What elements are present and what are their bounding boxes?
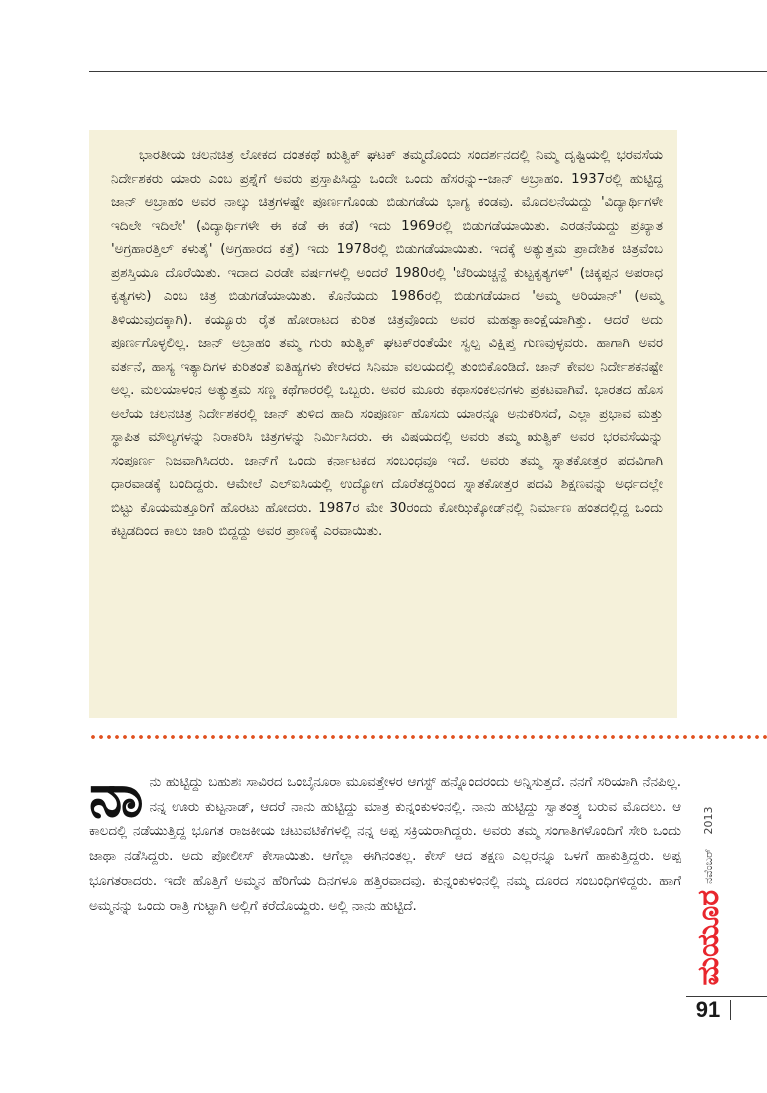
sidebar-box-text: ಭಾರತೀಯ ಚಲನಚಿತ್ರ ಲೋಕದ ದಂತಕಥೆ ಋತ್ವಿಕ್ ಘಟಕ್ ತಮ್ಮದೊಂದು ಸಂದರ್ಶನದಲ್ಲಿ ನಿಮ್ಮ ದೃಷ್ಟಿಯಲ್ಲಿ ಭರವಸೆಯ ನಿರ್ದೇಶಕರು ಯಾರು ಎಂಬ ಪ್ರಶ್ನೆಗೆ ಅವರು ಪ್ರಸ್ತಾಪಿಸಿದ್ದು ಒಂದೇ ಒಂದು ಹೆಸರನ್ನು--ಜಾನ್ ಅಬ್ರಾಹಂ. 1937ರಲ್ಲಿ ಹುಟ್ಟಿದ್ದ ಜಾನ್ ಅಬ್ರಾಹಂ ಅವರ ನಾಲ್ಕು ಚಿತ್ರಗಳಷ್ಟೇ ಪೂರ್ಣಗೊಂಡು ಬಿಡುಗಡೆಯ ಭಾಗ್ಯ ಕಂಡವು. ಮೊದಲನೆಯದ್ದು 'ವಿದ್ಯಾರ್ಥಿಗಳೇ ಇದಿಲೇ ಇದಿಲೇ' (ವಿದ್ಯಾರ್ಥಿಗಳೇ ಈ ಕಡೆ ಈ ಕಡೆ) ಇದು 1969ರಲ್ಲಿ ಬಿಡುಗಡೆಯಾಯಿತು. ಎರಡನೆಯದ್ದು ಪ್ರಖ್ಯಾತ 'ಅಗ್ರಹಾರತ್ತಿಲ್ ಕಳುತೈ' (ಅಗ್ರಹಾರದ ಕತ್ತೆ) ಇದು 1978ರಲ್ಲಿ ಬಿಡುಗಡೆಯಾಯಿತು. ಇದಕ್ಕೆ ಅತ್ಯುತ್ತಮ ಪ್ರಾದೇಶಿಕ ಚಿತ್ರವೆಂಬ ಪ್ರಶಸ್ತಿಯೂ ದೊರೆಯಿತು. ಇದಾದ ಎರಡೇ ವರ್ಷಗಳಲ್ಲಿ ಅಂದರೆ 1980ರಲ್ಲಿ 'ಚೆರಿಯಚ್ಚನ್ದೆ ಕುಟ್ಟಕೃತ್ಯಗಳ್' (ಚಿಕ್ಕಪ್ಪನ ಅಪರಾಧ ಕೃತ್ಯಗಳು) ಎಂಬ ಚಿತ್ರ ಬಿಡುಗಡೆಯಾಯಿತು. ಕೊನೆಯದು 1986ರಲ್ಲಿ ಬಿಡುಗಡೆಯಾದ 'ಅಮ್ಮ ಅರಿಯಾನ್' (ಅಮ್ಮ ತಿಳಿಯುವುದಕ್ಕಾಗಿ). ಕಯ್ಯೂರು ರೈತ ಹೋರಾಟದ ಕುರಿತ ಚಿತ್ರವೊಂದು ಅವರ ಮಹತ್ವಾಕಾಂಕ್ಷೆಯಾಗಿತ್ತು. ಆದರೆ ಅದು ಪೂರ್ಣಗೊಳ್ಳಲಿಲ್ಲ. ಜಾನ್ ಅಬ್ರಾಹಂ ತಮ್ಮ ಗುರು ಋತ್ವಿಕ್ ಘಟಕ್‌ರಂತೆಯೇ ಸ್ವಲ್ಪ ವಿಕ್ಷಿಪ್ತ ಗುಣವುಳ್ಳವರು. ಹಾಗಾಗಿ ಅವರ ವರ್ತನೆ, ಹಾಸ್ಯ ಇತ್ಯಾದಿಗಳ ಕುರಿತಂತೆ ಐತಿಹ್ಯಗಳು ಕೇರಳದ ಸಿನಿಮಾ ವಲಯದಲ್ಲಿ ತುಂಬಿಕೊಂಡಿದೆ. ಜಾನ್ ಕೇವಲ ನಿರ್ದೇಶಕನಷ್ಟೇ ಅಲ್ಲ. ಮಲಯಾಳಂನ ಅತ್ಯುತ್ತಮ ಸಣ್ಣ ಕಥೆಗಾರರಲ್ಲಿ ಒಬ್ಬರು. ಅವರ ಮೂರು ಕಥಾಸಂಕಲನಗಳು ಪ್ರಕಟವಾಗಿವೆ. ಭಾರತದ ಹೊಸ ಅಲೆಯ ಚಲನಚಿತ್ರ ನಿರ್ದೇಶಕರಲ್ಲಿ ಜಾನ್ ತುಳಿದ ಹಾದಿ ಸಂಪೂರ್ಣ ಹೊಸದು ಯಾರನ್ನೂ ಅನುಕರಿಸದೆ, ಎಲ್ಲಾ ಪ್ರಭಾವ ಮತ್ತು ಸ್ಥಾಪಿತ ಮೌಲ್ಯಗಳನ್ನು ನಿರಾಕರಿಸಿ ಚಿತ್ರಗಳನ್ನು ನಿರ್ಮಿಸಿದರು. ಈ ವಿಷಯದಲ್ಲಿ ಅವರು ತಮ್ಮ ಋತ್ವಿಕ್ ಅವರ ಭರವಸೆಯನ್ನು ಸಂಪೂರ್ಣ ನಿಜವಾಗಿಸಿದರು. ಜಾನ್‌ಗೆ ಒಂದು ಕರ್ನಾಟಕದ ಸಂಬಂಧವೂ ಇದೆ. ಅವರು ತಮ್ಮ ಸ್ನಾತಕೋತ್ತರ ಪದವಿಗಾಗಿ ಧಾರವಾಡಕ್ಕೆ ಬಂದಿದ್ದರು. ಆಮೇಲೆ ಎಲ್‌ಐಸಿಯಲ್ಲಿ ಉದ್ಯೋಗ ದೊರೆತದ್ದರಿಂದ ಸ್ನಾತಕೋತ್ತರ ಪದವಿ ಶಿಕ್ಷಣವನ್ನು ಅರ್ಧದಲ್ಲೇ ಬಿಟ್ಟು ಕೊಯಮತ್ತೂರಿಗೆ ಹೊರಟು ಹೋದರು. 1987ರ ಮೇ 30ರಂದು ಕೋಝಿಕ್ಕೋಡ್‌ನಲ್ಲಿ ನಿರ್ಮಾಣ ಹಂತದಲ್ಲಿದ್ದ ಒಂದು ಕಟ್ಟಡದಿಂದ ಕಾಲು ಜಾರಿ ಬಿದ್ದದ್ದು ಅವರ ಪ್ರಾಣಕ್ಕೆ ಎರವಾಯಿತು.: [111, 148, 663, 539]
dotted-divider: [89, 733, 767, 741]
drop-cap: ನಾ: [89, 761, 142, 831]
article-body: [89, 761, 681, 919]
sidebar-box: [89, 130, 677, 718]
masthead-rotated: [691, 806, 726, 986]
page-number: 91: [695, 997, 721, 1022]
issue-year: 2013: [702, 806, 715, 835]
magazine-masthead: [691, 785, 726, 1007]
top-rule: [89, 71, 767, 72]
page-number-separator: [730, 1000, 731, 1020]
magazine-name: ಮಯೂರ: [691, 889, 726, 986]
issue-month: ನವೆಂಬರ್: [702, 848, 715, 884]
article-text: ನು ಹುಟ್ಟಿದ್ದು ಬಹುಶಃ ಸಾವಿರದ ಒಂಬೈನೂರಾ ಮೂವತ್ತೇಳರ ಆಗಸ್ಟ್ ಹನ್ನೊಂದರಂದು ಅನ್ನಿಸುತ್ತದೆ. ನನಗೆ ಸರಿಯಾಗಿ ನೆನಪಿಲ್ಲ. ನನ್ನ ಊರು ಕುಟ್ಟನಾಡ್, ಆದರೆ ನಾನು ಹುಟ್ಟಿದ್ದು ಮಾತ್ರ ಕುನ್ನಂಕುಳಂನಲ್ಲಿ. ನಾನು ಹುಟ್ಟಿದ್ದು ಸ್ವಾತಂತ್ರ್ಯ ಬರುವ ಮೊದಲು. ಆ ಕಾಲದಲ್ಲಿ ನಡೆಯುತ್ತಿದ್ದ ಭೂಗತ ರಾಜಕೀಯ ಚಟುವಟಿಕೆಗಳಲ್ಲಿ ನನ್ನ ಅಪ್ಪ ಸಕ್ರಿಯರಾಗಿದ್ದರು. ಅವರು ತಮ್ಮ ಸಂಗಾತಿಗಳೊಂದಿಗೆ ಸೇರಿ ಒಂದು ಜಾಥಾ ನಡೆಸಿದ್ದರು. ಅದು ಪೋಲೀಸ್ ಕೇಸಾಯಿತು. ಆಗೆಲ್ಲಾ ಈಗಿನಂತಲ್ಲ. ಕೇಸ್ ಆದ ತಕ್ಷಣ ಎಲ್ಲರನ್ನೂ ಒಳಗೆ ಹಾಕುತ್ತಿದ್ದರು. ಅಪ್ಪ ಭೂಗತರಾದರು. ಇದೇ ಹೊತ್ತಿಗೆ ಅಮ್ಮನ ಹೆರಿಗೆಯ ದಿನಗಳೂ ಹತ್ತಿರವಾದವು. ಕುನ್ನಂಕುಳಂನಲ್ಲಿ ನಮ್ಮ ದೂರದ ಸಂಬಂಧಿಗಳಿದ್ದರು. ಹಾಗೆ ಅಮ್ಮನನ್ನು ಒಂದು ರಾತ್ರಿ ಗುಟ್ಟಾಗಿ ಅಲ್ಲಿಗೆ ಕರೆದೊಯ್ದರು. ಅಲ್ಲಿ ನಾನು ಹುಟ್ಟಿದೆ.: [89, 775, 681, 914]
